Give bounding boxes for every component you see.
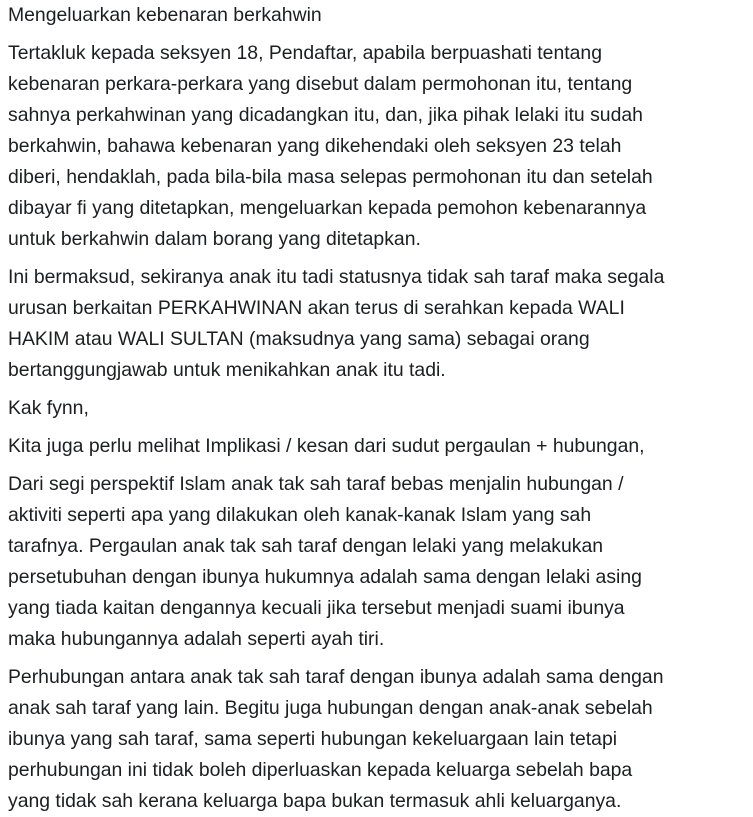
- paragraph-gap: [8, 31, 753, 38]
- text-line: yang tiada kaitan dengannya kecuali jika tersebut menjadi suami ibunya: [8, 597, 625, 619]
- text-line: persetubuhan dengan ibunya hukumnya adalah sama dengan lelaki asing: [8, 566, 642, 588]
- heading: Mengeluarkan kebenaran berkahwin: [8, 4, 322, 26]
- text-line: untuk berkahwin dalam borang yang ditetapkan.: [8, 228, 421, 250]
- text-line: diberi, hendaklah, pada bila-bila masa selepas permohonan itu dan setelah: [8, 166, 653, 188]
- text-line: yang tidak sah kerana keluarga bapa bukan termasuk ahli keluarganya.: [8, 790, 622, 812]
- text-line: maka hubungannya adalah seperti ayah tiri.: [8, 628, 385, 650]
- paragraph-gap: [8, 462, 753, 469]
- text-line: aktiviti seperti apa yang dilakukan oleh kanak-kanak Islam yang sah: [8, 504, 592, 526]
- text-line: berkahwin, bahawa kebenaran yang dikehendaki oleh seksyen 23 telah: [8, 135, 622, 157]
- text-line: Ini bermaksud, sekiranya anak itu tadi statusnya tidak sah taraf maka segala: [8, 266, 665, 288]
- text-line: ibunya yang sah taraf, sama seperti hubungan kekeluargaan lain tetapi: [8, 728, 618, 750]
- paragraph-3: [8, 393, 753, 424]
- text-line: bertanggungjawab untuk menikahkan anak itu tadi.: [8, 359, 446, 381]
- text-line: anak sah taraf yang lain. Begitu juga hubungan dengan anak-anak sebelah: [8, 697, 653, 719]
- text-line: perhubungan ini tidak boleh diperluaskan kepada keluarga sebelah bapa: [8, 759, 633, 781]
- paragraph-gap: [8, 255, 753, 262]
- paragraph-gap: [8, 424, 753, 431]
- paragraph-5: [8, 469, 753, 655]
- paragraph-6: [8, 662, 753, 817]
- text-line: kebenaran perkara-perkara yang disebut dalam permohonan itu, tentang: [8, 73, 633, 95]
- paragraph-2: [8, 262, 753, 386]
- text-line: Kita juga perlu melihat Implikasi / kesan dari sudut pergaulan + hubungan,: [8, 435, 645, 457]
- paragraph-1: [8, 38, 753, 255]
- text-line: Perhubungan antara anak tak sah taraf dengan ibunya adalah sama dengan: [8, 666, 664, 688]
- text-line: dibayar fi yang ditetapkan, mengeluarkan kepada pemohon kebenarannya: [8, 197, 647, 219]
- text-line: Dari segi perspektif Islam anak tak sah taraf bebas menjalin hubungan /: [8, 473, 624, 495]
- text-line: tarafnya. Pergaulan anak tak sah taraf dengan lelaki yang melakukan: [8, 535, 604, 557]
- paragraph-4: [8, 431, 753, 462]
- text-line: urusan berkaitan PERKAHWINAN akan terus di serahkan kepada WALI: [8, 297, 625, 319]
- text-line: HAKIM atau WALI SULTAN (maksudnya yang sama) sebagai orang: [8, 328, 590, 350]
- paragraph-gap: [8, 655, 753, 662]
- text-line: Tertakluk kepada seksyen 18, Pendaftar, apabila berpuashati tentang: [8, 42, 602, 64]
- paragraph-gap: [8, 386, 753, 393]
- post-body: [8, 0, 753, 817]
- text-line: Kak fynn,: [8, 397, 89, 419]
- text-line: sahnya perkahwinan yang dicadangkan itu, dan, jika pihak lelaki itu sudah: [8, 104, 643, 126]
